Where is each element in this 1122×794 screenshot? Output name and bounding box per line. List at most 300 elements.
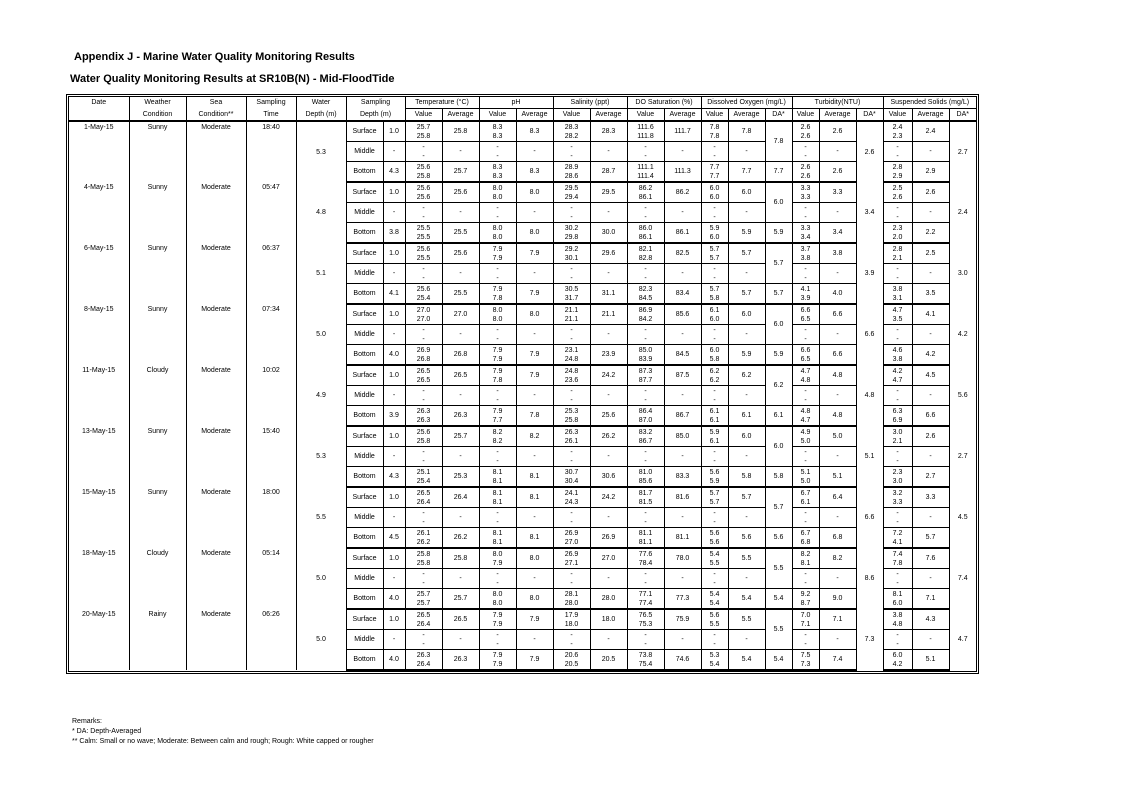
suspended-solids-da: 2.7	[949, 426, 976, 487]
ph-values-1: -	[496, 631, 499, 639]
do-saturation-values-pair	[628, 346, 664, 364]
dissolved-oxygen-values	[701, 548, 728, 569]
do-saturation-values-2: 75.4	[638, 660, 653, 668]
ph-values-2: 8.2	[492, 437, 503, 445]
temp-value-subheader: Value	[405, 109, 442, 122]
turbidity-average: 3.4	[819, 223, 856, 244]
suspended-solids-average: 2.6	[912, 182, 949, 203]
temp-values-2: 26.2	[416, 538, 431, 546]
turbidity-da: 3.9	[856, 243, 883, 304]
temp-average: -	[442, 203, 479, 223]
turbidity-values-pair	[793, 489, 819, 507]
ph-values-2: -	[496, 640, 499, 648]
sampling-level-cell: Bottom	[346, 406, 383, 427]
ph-average: 7.9	[516, 284, 553, 305]
temp-values-pair	[406, 428, 442, 446]
sampling-level-cell: Middle	[346, 569, 383, 589]
sampling-level-cell: Bottom	[346, 345, 383, 366]
turbidity-values	[792, 447, 819, 467]
ph-values-1: -	[496, 204, 499, 212]
do-saturation-values-2: -	[644, 152, 647, 160]
salinity-values	[553, 386, 590, 406]
suspended-solids-values-2: 4.2	[892, 660, 903, 668]
salinity-values-pair	[554, 428, 590, 446]
ss-average-subheader: Average	[912, 109, 949, 122]
suspended-solids-values-1: 3.0	[892, 428, 903, 436]
temp-values-1: 25.5	[416, 224, 431, 232]
do-saturation-values-2: 86.7	[638, 437, 653, 445]
temp-values-pair	[406, 184, 442, 202]
turbidity-values-pair	[793, 326, 819, 344]
ph-values-2: 8.0	[492, 315, 503, 323]
weather-cell: Sunny	[129, 304, 186, 365]
temp-values-2: 26.4	[416, 660, 431, 668]
turbidity-values	[792, 426, 819, 447]
dissolved-oxygen-values-1: 7.8	[709, 123, 720, 131]
turbidity-values	[792, 569, 819, 589]
do-saturation-values-2: -	[644, 274, 647, 282]
ss-da-subheader: DA*	[949, 109, 976, 122]
dissolved-oxygen-values-2: 6.1	[709, 416, 720, 424]
do-saturation-values-pair	[628, 123, 664, 141]
salinity-values-1: -	[570, 143, 573, 151]
do-saturation-values-2: 87.0	[638, 416, 653, 424]
do-saturation-average: 77.3	[664, 589, 701, 610]
do-saturation-values-2: 81.5	[638, 498, 653, 506]
salinity-average: 24.2	[590, 365, 627, 386]
dissolved-oxygen-values-pair	[702, 631, 728, 649]
suspended-solids-average: 3.3	[912, 487, 949, 508]
suspended-solids-values	[883, 609, 912, 630]
ph-values-pair	[480, 387, 516, 405]
turbidity-values-pair	[793, 285, 819, 303]
dissolved-oxygen-values-1: 5.4	[709, 590, 720, 598]
sampling-level-cell: Surface	[346, 304, 383, 325]
ph-values	[479, 162, 516, 183]
temp-values-1: 26.5	[416, 611, 431, 619]
temp-values	[405, 569, 442, 589]
turbidity-values	[792, 589, 819, 610]
suspended-solids-values-2: -	[896, 579, 899, 587]
temp-values-2: 25.8	[416, 437, 431, 445]
date-cell: 11-May-15	[82, 367, 116, 374]
sampling-depth-cell: -	[383, 569, 405, 589]
do-saturation-values	[627, 609, 664, 630]
sampling-time-cell: 05:14	[246, 548, 296, 609]
ph-values-pair	[480, 448, 516, 466]
do-saturation-average: 78.0	[664, 548, 701, 569]
dissolved-oxygen-values-1: 5.9	[709, 224, 720, 232]
dissolved-oxygen-values-2: 5.8	[709, 294, 720, 302]
turbidity-values	[792, 406, 819, 427]
ph-values	[479, 487, 516, 508]
ph-values-1: 8.1	[492, 468, 503, 476]
sampling-level-cell: Bottom	[346, 467, 383, 488]
suspended-solids-values	[883, 203, 912, 223]
ph-values	[479, 203, 516, 223]
water-depth-cell: 5.0	[296, 548, 346, 609]
sampling-depth-cell: -	[383, 630, 405, 650]
sampling-time-cell: 06:26	[246, 609, 296, 670]
turbidity-values	[792, 264, 819, 284]
dissolved-oxygen-values-pair	[702, 163, 728, 181]
dissolved-oxygen-average: 5.4	[728, 589, 765, 610]
ph-average: -	[516, 203, 553, 223]
ph-values-1: 7.9	[492, 285, 503, 293]
ph-average: 8.0	[516, 548, 553, 569]
suspended-solids-values-2: -	[896, 152, 899, 160]
do-saturation-average: -	[664, 203, 701, 223]
do-saturation-values-2: 77.4	[638, 599, 653, 607]
salinity-values	[553, 589, 590, 610]
dissolved-oxygen-values-2: 5.6	[709, 538, 720, 546]
sampling-depth-cell: 1.0	[383, 182, 405, 203]
suspended-solids-values-2: 4.1	[892, 538, 903, 546]
dissolved-oxygen-values-pair	[702, 529, 728, 547]
temp-values	[405, 467, 442, 488]
dissolved-oxygen-da: 5.5	[765, 548, 792, 589]
salinity-average: 29.5	[590, 182, 627, 203]
salinity-values	[553, 345, 590, 366]
ph-values-2: -	[496, 518, 499, 526]
ph-values-2: 7.9	[492, 254, 503, 262]
dissolved-oxygen-da: 6.2	[765, 365, 792, 406]
suspended-solids-values-1: 7.2	[892, 529, 903, 537]
turbidity-values-pair	[793, 631, 819, 649]
dissolved-oxygen-bottom-da: 5.9	[765, 223, 792, 244]
ph-values-pair	[480, 428, 516, 446]
do-saturation-average: 83.4	[664, 284, 701, 305]
sampling-depth-cell: 1.0	[383, 487, 405, 508]
col-date-header: Date	[91, 99, 107, 107]
salinity-values-2: 23.6	[564, 376, 579, 384]
sampling-level-cell: Middle	[346, 142, 383, 162]
salinity-average: 23.9	[590, 345, 627, 366]
ph-values-1: 8.1	[492, 529, 503, 537]
ph-values-pair	[480, 570, 516, 588]
ph-average: 8.1	[516, 487, 553, 508]
salinity-values-pair	[554, 489, 590, 507]
remarks-da-note: * DA: Depth-Averaged	[72, 728, 142, 735]
do-saturation-values-pair	[628, 448, 664, 466]
turbidity-average: 6.4	[819, 487, 856, 508]
salinity-average: 18.0	[590, 609, 627, 630]
temp-values-1: -	[422, 265, 425, 273]
ph-values-2: 8.0	[492, 193, 503, 201]
do-saturation-values-pair	[628, 285, 664, 303]
salinity-values	[553, 182, 590, 203]
do-saturation-values-pair	[628, 651, 664, 669]
turbidity-average: -	[819, 264, 856, 284]
date-cell: 15-May-15	[82, 489, 116, 496]
turbidity-values-pair	[793, 651, 819, 669]
salinity-values-2: -	[570, 152, 573, 160]
turbidity-values-2: -	[804, 640, 807, 648]
ph-average: -	[516, 325, 553, 345]
salinity-values-2: -	[570, 457, 573, 465]
ph-values-2: -	[496, 152, 499, 160]
suspended-solids-values-pair	[884, 387, 912, 405]
do-saturation-values-2: 84.5	[638, 294, 653, 302]
dissolved-oxygen-values-pair	[702, 306, 728, 324]
sampling-time-cell: 18:00	[246, 487, 296, 548]
suspended-solids-values-2: 6.0	[892, 599, 903, 607]
dissolved-oxygen-values-pair	[702, 651, 728, 669]
col-temperature-header: Temperature (°C)	[405, 97, 479, 109]
salinity-values-1: -	[570, 631, 573, 639]
salinity-values-pair	[554, 224, 590, 242]
do-saturation-values-1: -	[644, 204, 647, 212]
ph-values-1: 7.9	[492, 611, 503, 619]
remarks-sea-condition-note: ** Calm: Small or no wave; Moderate: Between calm and rough; Rough: White capped or rougher	[72, 738, 374, 745]
salinity-values	[553, 508, 590, 528]
dissolved-oxygen-values-2: 6.0	[709, 233, 720, 241]
salinity-average: 26.9	[590, 528, 627, 549]
do-saturation-values-2: 82.8	[638, 254, 653, 262]
do-saturation-average: 82.5	[664, 243, 701, 264]
dissolved-oxygen-average: 5.5	[728, 548, 765, 569]
temp-values	[405, 142, 442, 162]
suspended-solids-da: 4.2	[949, 304, 976, 365]
ph-values-2: -	[496, 579, 499, 587]
weather-cell: Sunny	[129, 426, 186, 487]
suspended-solids-values-pair	[884, 448, 912, 466]
ph-values	[479, 264, 516, 284]
suspended-solids-values	[883, 630, 912, 650]
suspended-solids-values-pair	[884, 570, 912, 588]
do-saturation-values-1: 85.0	[638, 346, 653, 354]
suspended-solids-average: -	[912, 386, 949, 406]
dissolved-oxygen-da: 6.0	[765, 182, 792, 223]
salinity-values-pair	[554, 367, 590, 385]
do-saturation-values	[627, 650, 664, 671]
dissolved-oxygen-values-1: 5.6	[709, 529, 720, 537]
dissolved-oxygen-values-2: -	[713, 152, 716, 160]
turbidity-values-1: 4.8	[800, 407, 811, 415]
dissolved-oxygen-values-2: 5.8	[709, 355, 720, 363]
temp-average: -	[442, 508, 479, 528]
sampling-level-cell: Middle	[346, 447, 383, 467]
ph-values-1: 8.1	[492, 489, 503, 497]
do-saturation-values-1: -	[644, 387, 647, 395]
temp-values	[405, 264, 442, 284]
dos-value-subheader: Value	[627, 109, 664, 122]
do-saturation-values-pair	[628, 570, 664, 588]
ph-values-1: 8.2	[492, 428, 503, 436]
turbidity-values-2: 5.0	[800, 437, 811, 445]
suspended-solids-values-1: -	[896, 387, 899, 395]
temp-values-1: 25.7	[416, 590, 431, 598]
suspended-solids-values-pair	[884, 631, 912, 649]
ph-values	[479, 467, 516, 488]
suspended-solids-values-pair	[884, 224, 912, 242]
sampling-depth-cell: 1.0	[383, 121, 405, 142]
dissolved-oxygen-average: -	[728, 142, 765, 162]
dissolved-oxygen-values-1: 5.9	[709, 428, 720, 436]
sea-condition-cell: Moderate	[186, 548, 246, 609]
dissolved-oxygen-bottom-da: 6.1	[765, 406, 792, 427]
salinity-values-pair	[554, 245, 590, 263]
temp-values-pair	[406, 529, 442, 547]
turbidity-values-pair	[793, 224, 819, 242]
do-saturation-values-1: -	[644, 326, 647, 334]
do-saturation-average: -	[664, 264, 701, 284]
col-do-saturation-header: DO Saturation (%)	[627, 97, 701, 109]
do-saturation-values-1: -	[644, 448, 647, 456]
ph-values-2: 8.1	[492, 477, 503, 485]
ph-values-pair	[480, 123, 516, 141]
temp-average: 25.3	[442, 467, 479, 488]
suspended-solids-values-2: -	[896, 213, 899, 221]
salinity-values-pair	[554, 529, 590, 547]
ph-average: -	[516, 630, 553, 650]
temp-average: 25.6	[442, 182, 479, 203]
salinity-average: 21.1	[590, 304, 627, 325]
suspended-solids-average: 3.5	[912, 284, 949, 305]
temp-values-2: 26.5	[416, 376, 431, 384]
salinity-values-1: 28.3	[564, 123, 579, 131]
turbidity-da: 6.6	[856, 487, 883, 548]
salinity-values	[553, 223, 590, 244]
turbidity-values	[792, 548, 819, 569]
salinity-values-2: -	[570, 579, 573, 587]
temp-values	[405, 325, 442, 345]
dissolved-oxygen-average: -	[728, 508, 765, 528]
dissolved-oxygen-values-1: 5.7	[709, 489, 720, 497]
suspended-solids-values-1: -	[896, 265, 899, 273]
suspended-solids-values	[883, 121, 912, 142]
salinity-values	[553, 304, 590, 325]
dissolved-oxygen-values-pair	[702, 245, 728, 263]
dissolved-oxygen-values-2: 7.8	[709, 132, 720, 140]
dissolved-oxygen-values-2: 6.0	[709, 315, 720, 323]
turbidity-values-1: 7.0	[800, 611, 811, 619]
salinity-values-1: 29.2	[564, 245, 579, 253]
remarks	[72, 717, 374, 747]
sampling-depth-cell: 1.0	[383, 365, 405, 386]
turbidity-values-pair	[793, 570, 819, 588]
temp-values-1: 26.5	[416, 489, 431, 497]
suspended-solids-average: 2.2	[912, 223, 949, 244]
turbidity-values-1: 6.6	[800, 346, 811, 354]
dissolved-oxygen-values-pair	[702, 489, 728, 507]
ph-values-pair	[480, 224, 516, 242]
table-row	[69, 182, 976, 203]
turbidity-values-1: -	[804, 204, 807, 212]
turbidity-values-pair	[793, 387, 819, 405]
dissolved-oxygen-values	[701, 569, 728, 589]
temp-average: 25.7	[442, 589, 479, 610]
dissolved-oxygen-da: 6.0	[765, 426, 792, 467]
salinity-average: 29.6	[590, 243, 627, 264]
do-saturation-average: 87.5	[664, 365, 701, 386]
ph-average: 7.9	[516, 365, 553, 386]
suspended-solids-values-1: 2.4	[892, 123, 903, 131]
temp-average-subheader: Average	[442, 109, 479, 122]
salinity-values-pair	[554, 468, 590, 486]
suspended-solids-values-1: 2.3	[892, 468, 903, 476]
temp-values-pair	[406, 224, 442, 242]
table-row	[69, 426, 976, 447]
temp-values	[405, 386, 442, 406]
dissolved-oxygen-bottom-da: 7.7	[765, 162, 792, 183]
dissolved-oxygen-average: -	[728, 203, 765, 223]
ph-values-2: -	[496, 457, 499, 465]
suspended-solids-values-1: 3.8	[892, 285, 903, 293]
temp-values-2: 26.3	[416, 416, 431, 424]
do-saturation-average: 81.6	[664, 487, 701, 508]
col-sampling-depth-header: Sampling	[346, 97, 405, 109]
turbidity-values-1: -	[804, 509, 807, 517]
sampling-depth-cell: 4.5	[383, 528, 405, 549]
turbidity-values	[792, 243, 819, 264]
salinity-average: -	[590, 447, 627, 467]
dissolved-oxygen-values-2: 5.4	[709, 599, 720, 607]
temp-values-1: 25.6	[416, 184, 431, 192]
suspended-solids-da: 4.7	[949, 609, 976, 670]
suspended-solids-values-2: 2.9	[892, 172, 903, 180]
ph-values-2: 7.9	[492, 620, 503, 628]
salinity-values-1: 26.9	[564, 529, 579, 537]
dissolved-oxygen-average: 5.4	[728, 650, 765, 671]
sampling-level-cell: Surface	[346, 121, 383, 142]
suspended-solids-values-pair	[884, 509, 912, 527]
salinity-values-2: 24.8	[564, 355, 579, 363]
salinity-values-1: 25.3	[564, 407, 579, 415]
ph-values-1: -	[496, 570, 499, 578]
dissolved-oxygen-values-pair	[702, 570, 728, 588]
dissolved-oxygen-bottom-da: 5.7	[765, 284, 792, 305]
do-saturation-values-1: -	[644, 265, 647, 273]
dissolved-oxygen-values	[701, 162, 728, 183]
temp-average: 25.8	[442, 548, 479, 569]
suspended-solids-average: -	[912, 264, 949, 284]
do-saturation-values	[627, 406, 664, 427]
do-saturation-values-pair	[628, 387, 664, 405]
dissolved-oxygen-average: 5.7	[728, 284, 765, 305]
date-cell: 13-May-15	[82, 428, 116, 435]
turbidity-average: 5.0	[819, 426, 856, 447]
dissolved-oxygen-average: 5.6	[728, 528, 765, 549]
salinity-values-2: -	[570, 640, 573, 648]
suspended-solids-values-1: 4.2	[892, 367, 903, 375]
do-saturation-values	[627, 304, 664, 325]
do-saturation-values	[627, 223, 664, 244]
suspended-solids-values-1: -	[896, 570, 899, 578]
temp-values-pair	[406, 367, 442, 385]
do-saturation-values-1: 86.4	[638, 407, 653, 415]
do-saturation-values-pair	[628, 631, 664, 649]
salinity-average: 20.5	[590, 650, 627, 671]
suspended-solids-values-2: 3.1	[892, 294, 903, 302]
turbidity-values-1: 4.9	[800, 428, 811, 436]
turbidity-values	[792, 609, 819, 630]
turbidity-values-2: 7.3	[800, 660, 811, 668]
table-row	[69, 365, 976, 386]
suspended-solids-values-1: 6.3	[892, 407, 903, 415]
temp-values-1: -	[422, 509, 425, 517]
do-saturation-values-2: 75.3	[638, 620, 653, 628]
turbidity-average: 2.6	[819, 162, 856, 183]
salinity-values-1: 28.9	[564, 163, 579, 171]
results-table-frame	[66, 94, 979, 674]
temp-values-1: 26.1	[416, 529, 431, 537]
do-saturation-average: -	[664, 569, 701, 589]
temp-values	[405, 365, 442, 386]
do-saturation-values	[627, 243, 664, 264]
turbidity-values-2: 6.1	[800, 498, 811, 506]
turbidity-da: 4.8	[856, 365, 883, 426]
